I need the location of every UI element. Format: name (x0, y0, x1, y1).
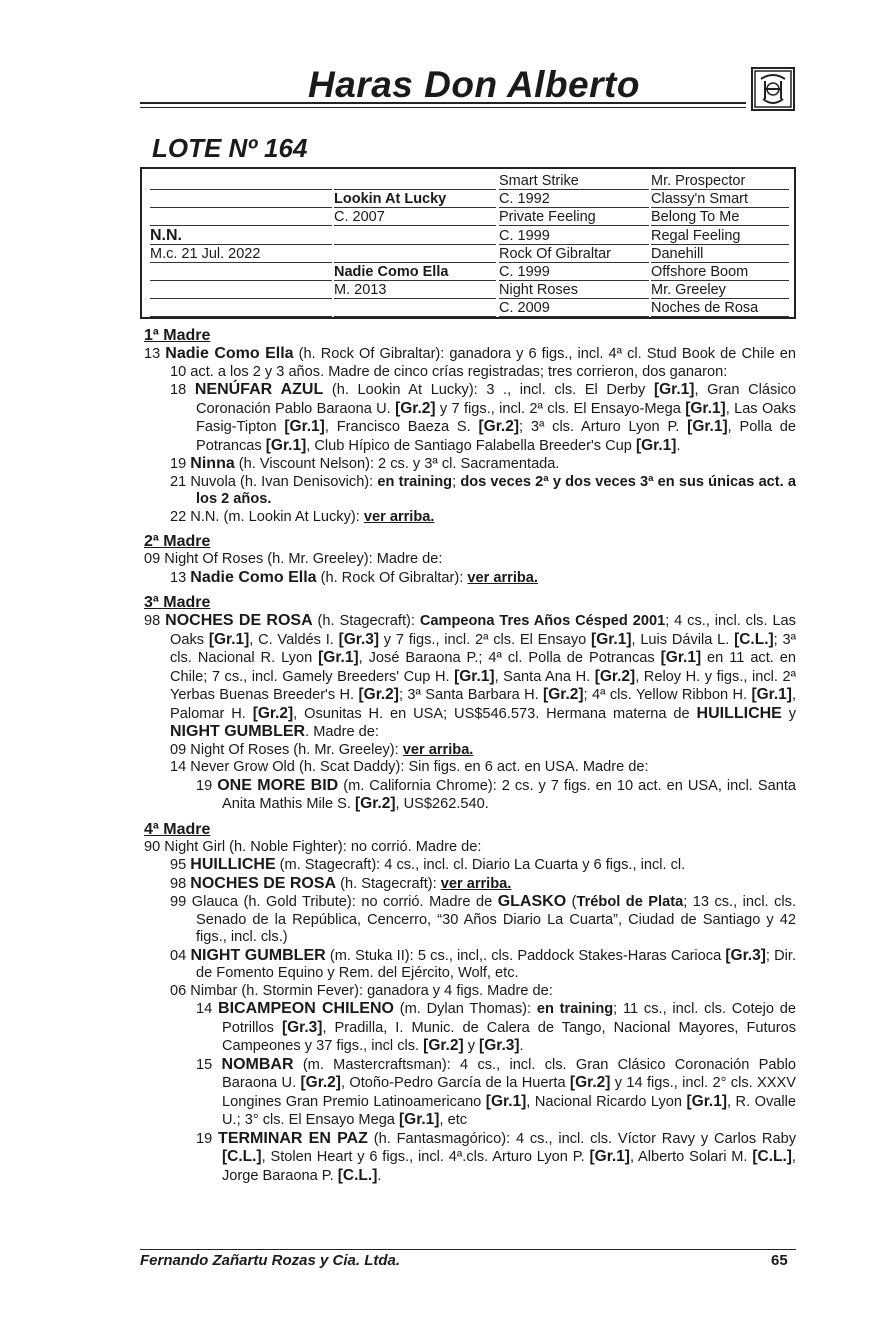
produce-entry (170, 856, 796, 875)
pedigree-cell: Offshore Boom (651, 263, 789, 281)
produce-entry (196, 777, 796, 814)
horse-name: Nadie Como Ella (165, 345, 294, 362)
pedigree-cell: Noches de Rosa (651, 299, 789, 317)
entry-text: ver arriba. (402, 741, 474, 758)
grade-label: [Gr.1] (454, 667, 495, 685)
entry-text: y (781, 705, 797, 722)
entry-text: 09 Night Of Roses (h. Mr. Greeley): Madre de: (144, 551, 443, 567)
grade-label: [C.L.] (752, 1148, 792, 1165)
entry-text: 21 Nuvola (h. Ivan Denisovich): (170, 473, 378, 490)
entry-text: (m. Stagecraft): 4 cs., incl. cl. Diario La Cuarta y 6 figs., incl. cl. (275, 857, 686, 873)
pedigree-cell (150, 299, 332, 317)
entry-text: ver arriba. (440, 875, 512, 892)
pedigree-cell (334, 245, 496, 263)
horse-name: NIGHT GUMBLER (170, 723, 306, 740)
grade-label: [Gr.3] (725, 946, 766, 964)
entry-text: ; (452, 473, 461, 490)
horse-name: NOCHES DE ROSA (165, 612, 313, 629)
horse-name: TERMINAR EN PAZ (218, 1129, 368, 1147)
entry-text: , Otoño-Pedro García de la Huerta (340, 1075, 570, 1091)
produce-entry (196, 1130, 796, 1186)
entry-text: 14 Never Grow Old (h. Scat Daddy): Sin figs. en 6 act. en USA. Madre de: (170, 759, 649, 775)
pedigree-cell: Private Feeling (499, 208, 649, 226)
entry-text: (h. Stagecraft): (336, 875, 441, 892)
pedigree-cell: Mr. Prospector (651, 172, 789, 190)
produce-entry (144, 839, 796, 857)
entry-text: ; 11 cs., incl. cls. Cotejo de Potrillos (222, 1001, 797, 1036)
entry-text: (h. Rock Of Gibraltar): (316, 569, 468, 586)
page-number: 65 (771, 1252, 788, 1269)
horse-name: GLASKO (497, 893, 567, 910)
pedigree-cell: Night Roses (499, 281, 649, 299)
grade-label: [Gr.2] (423, 1037, 464, 1054)
grade-label: [Gr.1] (686, 1092, 727, 1110)
entry-text: ; 3ª cls. Arturo Lyon P. (518, 419, 688, 435)
entry-text: y (463, 1038, 480, 1054)
entry-text: (h. Viscount Nelson): 2 cs. y 3ª cl. Sacramentada. (234, 456, 560, 472)
entry-text: 22 N.N. (m. Lookin At Lucky): (170, 508, 364, 525)
grade-label: [Gr.2] (543, 686, 584, 703)
entry-text: , Pradilla, I. Munic. de Calera de Tango, Nacional Mayores, Futuros Campeones y 37 figs., incl cls. (222, 1019, 796, 1054)
grade-label: [Gr.1] (635, 436, 677, 454)
entry-text: (h. Stagecraft): (312, 613, 420, 629)
pedigree-cell: C. 1999 (499, 263, 649, 281)
produce-entry (144, 612, 796, 742)
produce-entry (170, 875, 796, 894)
horse-name: Ninna (190, 455, 235, 472)
footer-company: Fernando Zañartu Rozas y Cia. Ltda. (140, 1252, 401, 1269)
entry-text: ; 4 cs., incl. cls. Las Oaks (170, 613, 796, 648)
grade-label: [Gr.2] (355, 795, 396, 812)
entry-text: , Luis Dávila L. (631, 631, 735, 648)
entry-text: , etc (439, 1112, 468, 1128)
grade-label: [Gr.3] (281, 1018, 323, 1036)
grade-label: [Gr.1] (685, 399, 726, 417)
grade-label: [Gr.1] (591, 630, 632, 648)
entry-text: 13 (170, 569, 191, 586)
grade-label: [Gr.1] (284, 418, 325, 435)
pedigree-cell: Classy'n Smart (651, 190, 789, 208)
pedigree-cell: Mr. Greeley (651, 281, 789, 299)
entry-text: 98 (144, 613, 166, 629)
grade-label: [Gr.1] (751, 686, 792, 703)
grade-label: [Gr.3] (338, 630, 380, 648)
section-title: 3ª Madre (144, 594, 211, 611)
produce-entry (144, 551, 796, 569)
section-title: 1ª Madre (144, 327, 211, 344)
entry-text: en 11 act. en Chile; 7 cs., incl. Gamely Breeders' Cup H. (170, 650, 797, 685)
horse-name: NENÚFAR AZUL (194, 381, 324, 398)
produce-entry (170, 742, 796, 760)
entry-text: 95 (170, 857, 191, 873)
horse-name: NOCHES DE ROSA (190, 874, 337, 892)
produce-entry (170, 759, 796, 777)
entry-text: , R. Ovalle U.; 3° cls. El Ensayo Mega (222, 1093, 797, 1128)
horse-name: Nadie Como Ella (190, 568, 317, 586)
produce-entry (196, 1000, 796, 1056)
entry-text: . (377, 1167, 382, 1184)
grade-label: [Gr.2] (478, 418, 519, 435)
produce-entry (170, 983, 796, 1001)
entry-text: ; Dir. de Fomento Equino y Rem. del Ejército, Wolf, etc. (196, 947, 797, 981)
entry-text: , Las Oaks Fasig-Tipton (196, 400, 797, 435)
entry-text: (m. California Chrome): 2 cs. y 7 figs. en 10 act. en USA, incl. Santa Anita Mathis Mile S. (222, 777, 796, 812)
pedigree-cell: N.N. (150, 227, 332, 245)
entry-text: , Palomar H. (170, 687, 796, 722)
entry-text: , Polla de Potrancas (196, 419, 796, 454)
pedigree-cell (334, 299, 496, 317)
produce-entry (170, 569, 796, 588)
entry-text: 06 Nimbar (h. Stormin Fever): ganadora y 4 figs. Madre de: (170, 982, 553, 999)
pedigree-cell: Belong To Me (651, 208, 789, 226)
pedigree-cell (334, 172, 496, 190)
entry-text: 90 Night Girl (h. Noble Fighter): no corrió. Madre de: (144, 838, 482, 855)
grade-label: [C.L.] (734, 630, 774, 648)
grade-label: [Gr.1] (589, 1148, 630, 1165)
entry-text: ; 13 cs., incl. cls. Senado de la República, Cencerro, “30 Años Diario La Cuarta”, Ciudad de Santiago y 42 figs., incl. cls.) (196, 894, 796, 945)
entry-text: 19 (196, 1130, 219, 1147)
entry-text: y 14 figs., incl. 2° cls. XXXV Longines Gran Premio Latinoamericano (222, 1075, 796, 1110)
grade-label: [Gr.1] (660, 649, 702, 666)
horse-name: BICAMPEON CHILENO (218, 1000, 394, 1017)
entry-text: (h. Lookin At Lucky): 3 ., incl. cls. El Derby (323, 382, 654, 398)
pedigree-cell: Rock Of Gibraltar (499, 245, 649, 263)
horse-name: NIGHT GUMBLER (190, 946, 326, 964)
entry-text: en training (377, 473, 453, 490)
section-title: 2ª Madre (144, 533, 211, 550)
pedigree-cell (150, 190, 332, 208)
entry-text: , US$262.540. (395, 796, 489, 812)
entry-text: 98 (170, 875, 191, 892)
entry-text: 09 Night Of Roses (h. Mr. Greeley): (170, 741, 403, 758)
grade-label: [Gr.2] (395, 399, 436, 417)
grade-label: [Gr.2] (300, 1074, 341, 1091)
pedigree-cell (150, 208, 332, 226)
entry-text: ; 3ª cls. Nacional R. Lyon (170, 631, 796, 666)
pedigree-cell: C. 2007 (334, 208, 496, 226)
entry-text: , Gran Clásico Coronación Pablo Baraona U. (196, 382, 796, 417)
grade-label: [C.L.] (337, 1166, 378, 1184)
entry-text: (m. Stuka II): 5 cs., incl,. cls. Paddock Stakes-Haras Carioca (325, 947, 726, 964)
entry-text: 19 (196, 777, 218, 794)
produce-entry (170, 381, 796, 455)
pedigree-cell: Regal Feeling (651, 227, 789, 245)
entry-text: , Osunitas H. en USA; US$546.573. Hermana materna de (293, 705, 697, 722)
entry-text: , Jorge Baraona P. (222, 1149, 796, 1184)
entry-text: ; 4ª cls. Yellow Ribbon H. (583, 687, 752, 703)
produce-entry (170, 474, 796, 509)
pedigree-cell: Nadie Como Ella (334, 263, 496, 281)
grade-label: [Gr.3] (479, 1037, 520, 1054)
horse-name: HUILLICHE (190, 856, 276, 873)
entry-text: , Alberto Solari M. (629, 1149, 753, 1165)
horse-name: NOMBAR (221, 1055, 294, 1073)
entry-text: dos veces 2ª y dos veces 3ª en sus únicas act. a los 2 años. (196, 473, 796, 507)
header-rule (140, 102, 746, 104)
entry-text: , Club Hípico de Santiago Falabella Breeder's Cup (306, 437, 636, 454)
footer-rule (140, 1249, 796, 1250)
entry-text: Campeona Tres Años Césped 2001 (419, 613, 666, 629)
entry-text: ver arriba. (363, 508, 435, 525)
entry-text: 15 (196, 1056, 222, 1073)
horse-name: ONE MORE BID (217, 776, 339, 794)
entry-text: , Reloy H. y figs., incl. 2ª Yerbas Buenas Breeder's H. (170, 668, 796, 703)
entry-text: ( (566, 894, 577, 910)
entry-text: Trébol de Plata (576, 894, 684, 910)
entry-text: ver arriba. (467, 569, 538, 586)
entry-text: , C. Valdés I. (249, 631, 339, 648)
pedigree-cell: Danehill (651, 245, 789, 263)
produce-entry (196, 1056, 796, 1130)
pedigree-cell: C. 1999 (499, 227, 649, 245)
entry-text: y 7 figs., incl. 2ª cls. El Ensayo-Mega (435, 400, 686, 417)
entry-text: 99 Glauca (h. Gold Tribute): no corrió. Madre de (170, 894, 498, 910)
header-title: Haras Don Alberto (308, 64, 640, 105)
grade-label: [Gr.2] (594, 667, 636, 685)
haras-logo-icon (751, 67, 795, 111)
grade-label: [Gr.1] (485, 1092, 527, 1110)
produce-entry (170, 947, 796, 983)
entry-text: (m. Mastercraftsman): 4 cs., incl. cls. Gran Clásico Coronación Pablo Baraona U. (222, 1056, 796, 1091)
entry-text: . (519, 1038, 524, 1054)
entry-text: (h. Rock Of Gibraltar): ganadora y 6 figs., incl. 4ª cl. Stud Book de Chile en 10 act. a los 2 y 3 años. Madre de cinco crías registradas; tres corrieron, dos ganaron: (170, 346, 796, 380)
entry-text: , Santa Ana H. (494, 668, 595, 685)
entry-text: , Nacional Ricardo Lyon (526, 1093, 687, 1110)
grade-label: [Gr.1] (653, 381, 695, 398)
entry-text: 13 (144, 346, 166, 362)
entry-text: 18 (170, 382, 195, 398)
entry-text: , Francisco Baeza S. (324, 419, 479, 435)
entry-text: . Madre de: (305, 724, 379, 740)
pedigree-cell: Smart Strike (499, 172, 649, 190)
grade-label: [Gr.1] (318, 649, 359, 666)
produce-entry (170, 893, 796, 947)
pedigree-cell (150, 263, 332, 281)
produce-entry (144, 345, 796, 381)
pedigree-cell (150, 281, 332, 299)
entry-text: y 7 figs., incl. 2ª cls. El Ensayo (379, 631, 592, 648)
horse-name: HUILLICHE (696, 704, 782, 722)
grade-label: [Gr.1] (687, 418, 728, 435)
pedigree-cell (334, 227, 496, 245)
entry-text: 14 (196, 1001, 219, 1017)
grade-label: [Gr.1] (265, 436, 307, 454)
entry-text: (m. Dylan Thomas): (393, 1001, 537, 1017)
grade-label: [Gr.2] (358, 686, 399, 703)
grade-label: [Gr.1] (398, 1111, 440, 1128)
pedigree-cell: C. 2009 (499, 299, 649, 317)
pedigree-cell: Lookin At Lucky (334, 190, 496, 208)
entry-text: . (676, 437, 681, 454)
pedigree-cell: M.c. 21 Jul. 2022 (150, 245, 332, 263)
section-title: 4ª Madre (144, 820, 211, 838)
pedigree-cell (150, 172, 332, 190)
pedigree-cell: M. 2013 (334, 281, 496, 299)
dam-line-text (144, 326, 796, 1185)
pedigree-cell: C. 1992 (499, 190, 649, 208)
entry-text: (h. Fantasmagórico): 4 cs., incl. cls. Víctor Ravy y Carlos Raby (367, 1130, 796, 1147)
produce-entry (170, 455, 796, 474)
grade-label: [Gr.1] (208, 630, 250, 648)
entry-text: en training (536, 1001, 614, 1017)
grade-label: [Gr.2] (252, 704, 294, 722)
grade-label: [C.L.] (222, 1148, 262, 1165)
entry-text: 04 (170, 947, 191, 964)
entry-text: , José Baraona P.; 4ª cl. Polla de Potrancas (358, 650, 661, 666)
entry-text: ; 3ª Santa Barbara H. (398, 687, 544, 703)
grade-label: [Gr.2] (569, 1074, 611, 1091)
entry-text: , Stolen Heart y 6 figs., incl. 4ª.cls. Arturo Lyon P. (261, 1149, 590, 1165)
pedigree-table (140, 167, 796, 319)
header-rule-thin (140, 107, 746, 108)
produce-entry (170, 509, 796, 527)
entry-text: 19 (170, 456, 191, 472)
lot-number: LOTE Nº 164 (152, 133, 308, 163)
